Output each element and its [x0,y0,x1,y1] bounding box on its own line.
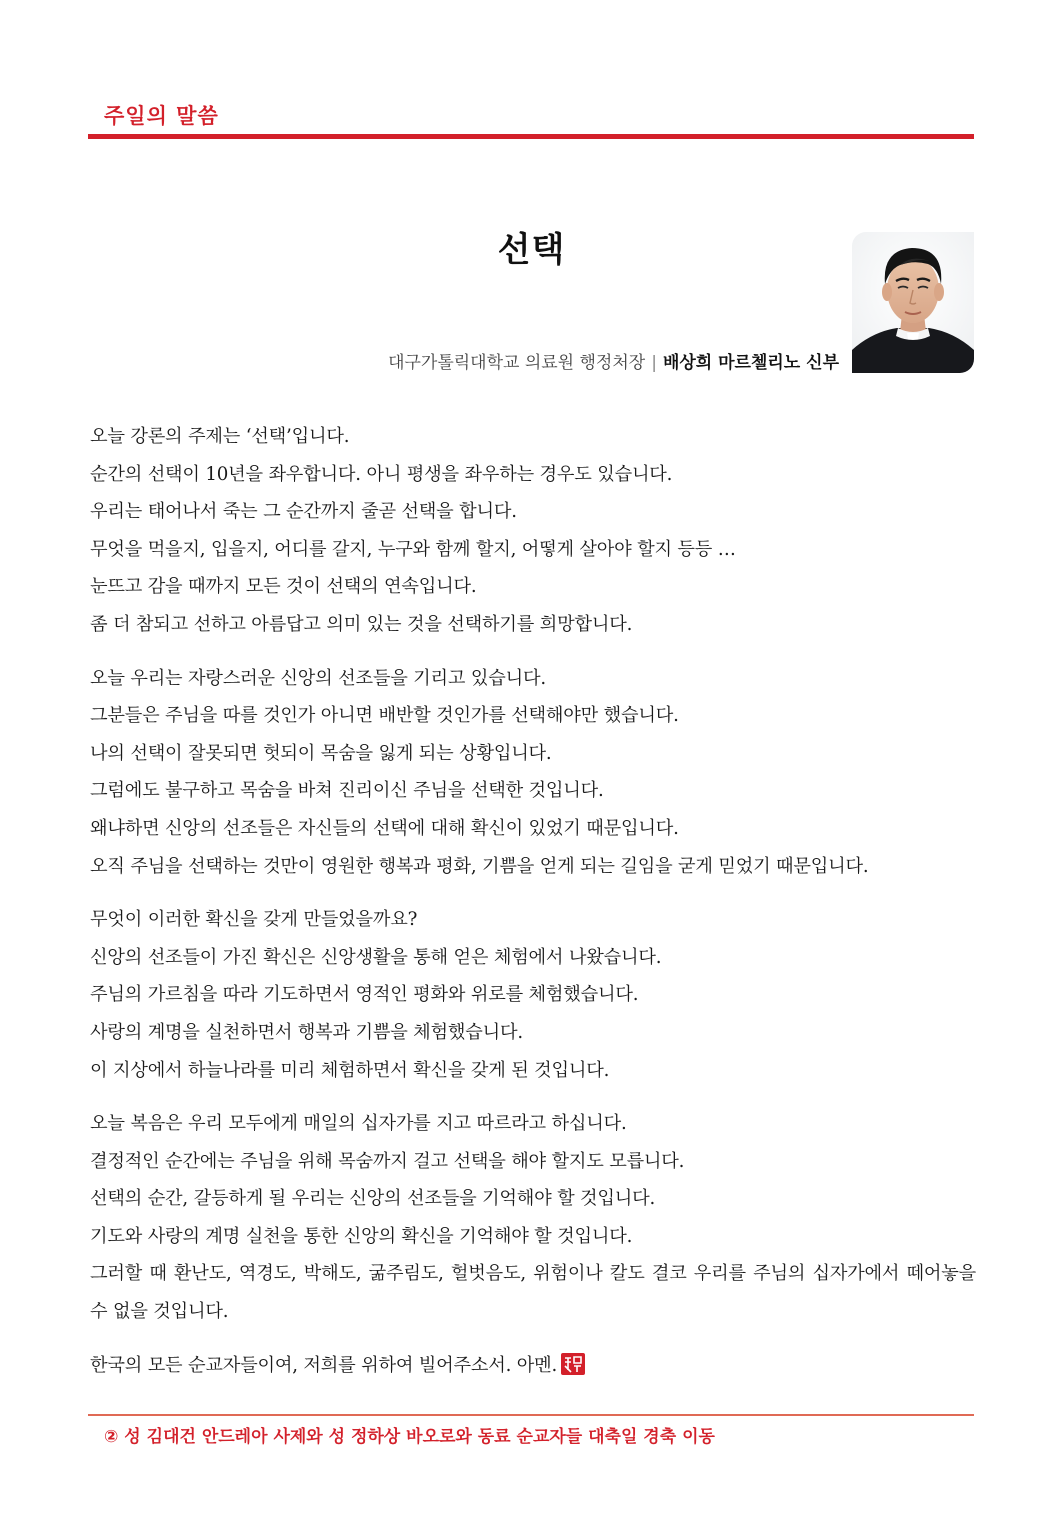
text-line: 왜냐하면 신앙의 선조들은 자신들의 선택에 대해 확신이 있었기 때문입니다. [90,817,679,839]
footer-rule [88,1414,974,1416]
text-line: 신앙의 선조들이 가진 확신은 신앙생활을 통해 얻은 체험에서 나왔습니다. [90,946,662,968]
author-portrait [852,232,974,373]
paragraph-2 [90,660,976,886]
byline [388,348,839,373]
text-line: 그러할 때 환난도, 역경도, 박해도, 굶주림도, 헐벗음도, 위험이나 칼도 결코 우리를 주님의 십자가에서 떼어놓을 수 없을 것입니다. [90,1263,976,1323]
closing-line [90,1347,976,1385]
paragraph-1 [90,418,976,644]
text-line: 우리는 태어나서 죽는 그 순간까지 줄곧 선택을 합니다. [90,501,517,523]
text-line: 무엇을 먹을지, 입을지, 어디를 갈지, 누구와 함께 할지, 어떻게 살아야 할지 등등 … [90,538,736,560]
article-title: 선택 [497,230,566,270]
text-line: 주님의 가르침을 따라 기도하면서 영적인 평화와 위로를 체험했습니다. [90,984,639,1006]
author-name: 배상희 마르첼리노 신부 [662,353,839,373]
text-line: 좀 더 참되고 선하고 아름답고 의미 있는 것을 선택하기를 희망합니다. [90,613,633,635]
text-line: 그분들은 주님을 따를 것인가 아니면 배반할 것인가를 선택해야만 했습니다. [90,705,679,727]
author-affiliation: 대구가톨릭대학교 의료원 행정처장 [388,353,646,373]
text-line: 무엇이 이러한 확신을 갖게 만들었을까요? [90,909,418,931]
text-line: 이 지상에서 하늘나라를 미리 체험하면서 확신을 갖게 된 것입니다. [90,1059,610,1081]
header-rule [88,134,974,139]
byline-separator: | [651,353,657,373]
paragraph-3 [90,901,976,1089]
article-body [90,418,976,1400]
section-title: 주일의 말씀 [104,104,219,128]
text-line: 기도와 사랑의 계명 실천을 통한 신앙의 확신을 기억해야 할 것입니다. [90,1225,633,1247]
text-line: 눈뜨고 감을 때까지 모든 것이 선택의 연속입니다. [90,576,477,598]
section-header [88,96,974,142]
closing-paragraph [90,1347,976,1385]
text-line: 선택의 순간, 갈등하게 될 우리는 신앙의 선조들을 기억해야 할 것입니다. [90,1188,656,1210]
closing-text: 한국의 모든 순교자들이여, 저희를 위하여 빌어주소서. 아멘. [90,1354,558,1376]
paragraph-4 [90,1105,976,1331]
text-line: 오늘 강론의 주제는 ‘선택’입니다. [90,426,350,447]
text-line: 결정적인 순간에는 주님을 위해 목숨까지 걸고 선택을 해야 할지도 모릅니다. [90,1150,685,1172]
text-line: 오늘 우리는 자랑스러운 신앙의 선조들을 기리고 있습니다. [90,667,546,689]
text-line: 나의 선택이 잘못되면 헛되이 목숨을 잃게 되는 상황입니다. [90,742,552,764]
text-line: 오직 주님을 선택하는 것만이 영원한 행복과 평화, 기쁨을 얻게 되는 길임을 굳게 믿었기 때문입니다. [90,855,869,877]
footer-note: ② 성 김대건 안드레아 사제와 성 정하상 바오로와 동료 순교자들 대축일 경축 이동 [104,1427,715,1447]
text-line: 그럼에도 불구하고 목숨을 바쳐 진리이신 주님을 선택한 것입니다. [90,780,604,802]
text-line: 오늘 복음은 우리 모두에게 매일의 십자가를 지고 따르라고 하십니다. [90,1113,627,1135]
end-seal-icon [561,1353,585,1375]
text-line: 순간의 선택이 10년을 좌우합니다. 아니 평생을 좌우하는 경우도 있습니다. [90,463,673,485]
portrait-image [852,232,974,373]
text-line: 사랑의 계명을 실천하면서 행복과 기쁨을 체험했습니다. [90,1021,523,1043]
